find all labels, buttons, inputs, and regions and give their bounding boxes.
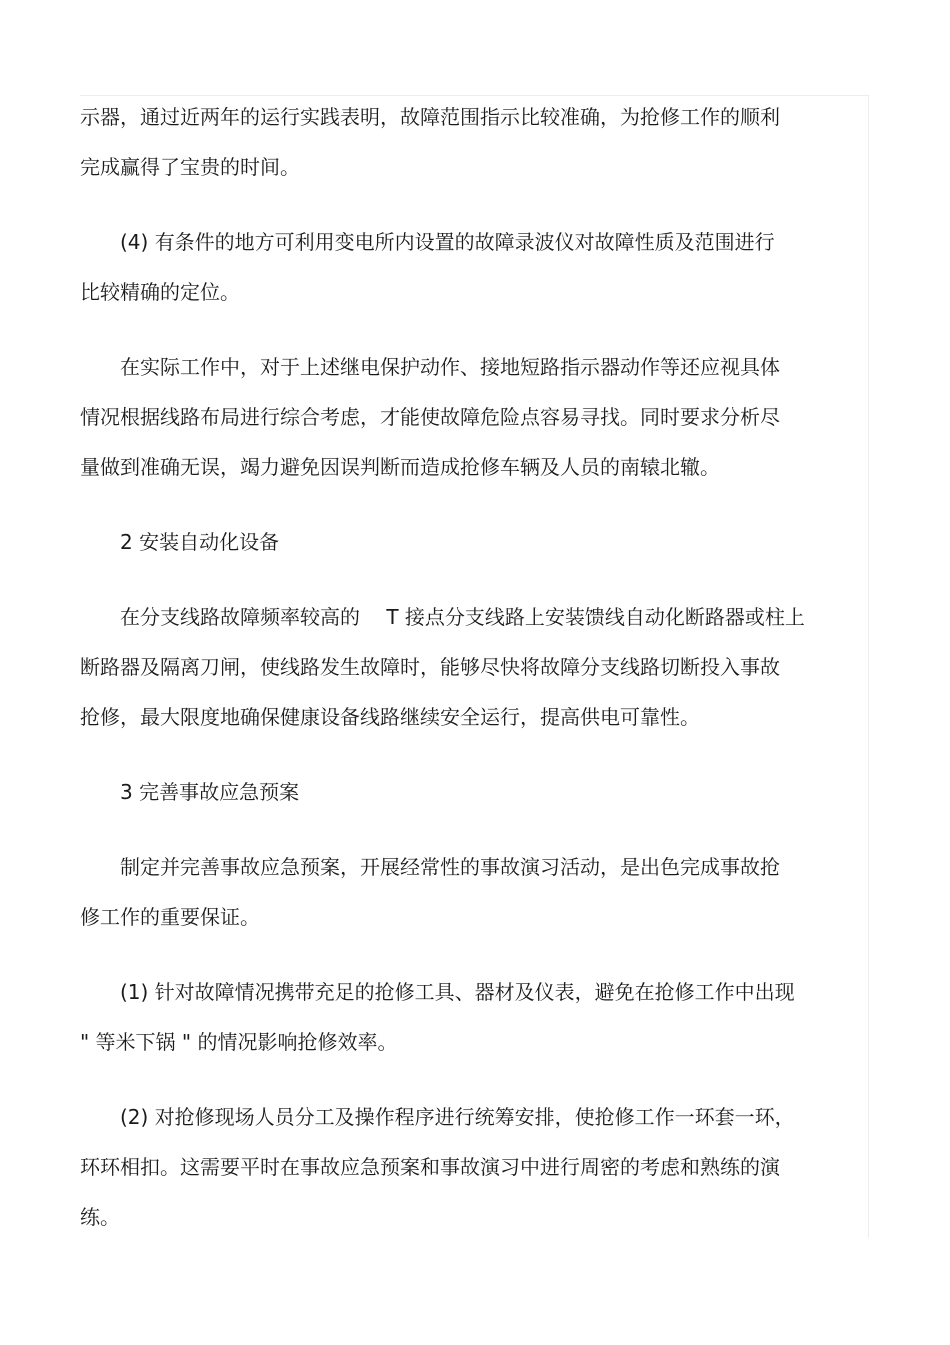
text-line: 环环相扣。这需要平时在事故应急预案和事故演习中进行周密的考虑和熟练的演 (80, 1155, 780, 1179)
paragraph-line: 在实际工作中，对于上述继电保护动作、接地短路指示器动作等还应视具体 (120, 355, 780, 379)
text-line: 比较精确的定位。 (80, 280, 240, 304)
paragraph-line: 制定并完善事故应急预案，开展经常性的事故演习活动，是出色完成事故抢 (120, 855, 780, 879)
paragraph-line: 在分支线路故障频率较高的 T 接点分支线路上安装馈线自动化断路器或柱上 (120, 605, 805, 629)
text-line: 完成赢得了宝贵的时间。 (80, 155, 300, 179)
section-heading-3: 3 完善事故应急预案 (120, 780, 300, 804)
text-line: " 等米下锅 " 的情况影响抢修效率。 (80, 1030, 398, 1054)
section-heading-2: 2 安装自动化设备 (120, 530, 280, 554)
text-line: 情况根据线路布局进行综合考虑，才能使故障危险点容易寻找。同时要求分析尽 (80, 405, 780, 429)
text-line: 量做到准确无误，竭力避免因误判断而造成抢修车辆及人员的南辕北辙。 (80, 455, 720, 479)
list-item-1: (1) 针对故障情况携带充足的抢修工具、器材及仪表，避免在抢修工作中出现 (120, 980, 795, 1004)
text-line: 练。 (80, 1205, 120, 1229)
text-line: 修工作的重要保证。 (80, 905, 260, 929)
text-line: 示器，通过近两年的运行实践表明，故障范围指示比较准确，为抢修工作的顺利 (80, 105, 780, 129)
text-line: 断路器及隔离刀闸，使线路发生故障时，能够尽快将故障分支线路切断投入事故 (80, 655, 780, 679)
list-item-2: (2) 对抢修现场人员分工及操作程序进行统筹安排，使抢修工作一环套一环， (120, 1105, 795, 1129)
list-item-4: (4) 有条件的地方可利用变电所内设置的故障录波仪对故障性质及范围进行 (120, 230, 775, 254)
text-line: 抢修，最大限度地确保健康设备线路继续安全运行，提高供电可靠性。 (80, 705, 700, 729)
